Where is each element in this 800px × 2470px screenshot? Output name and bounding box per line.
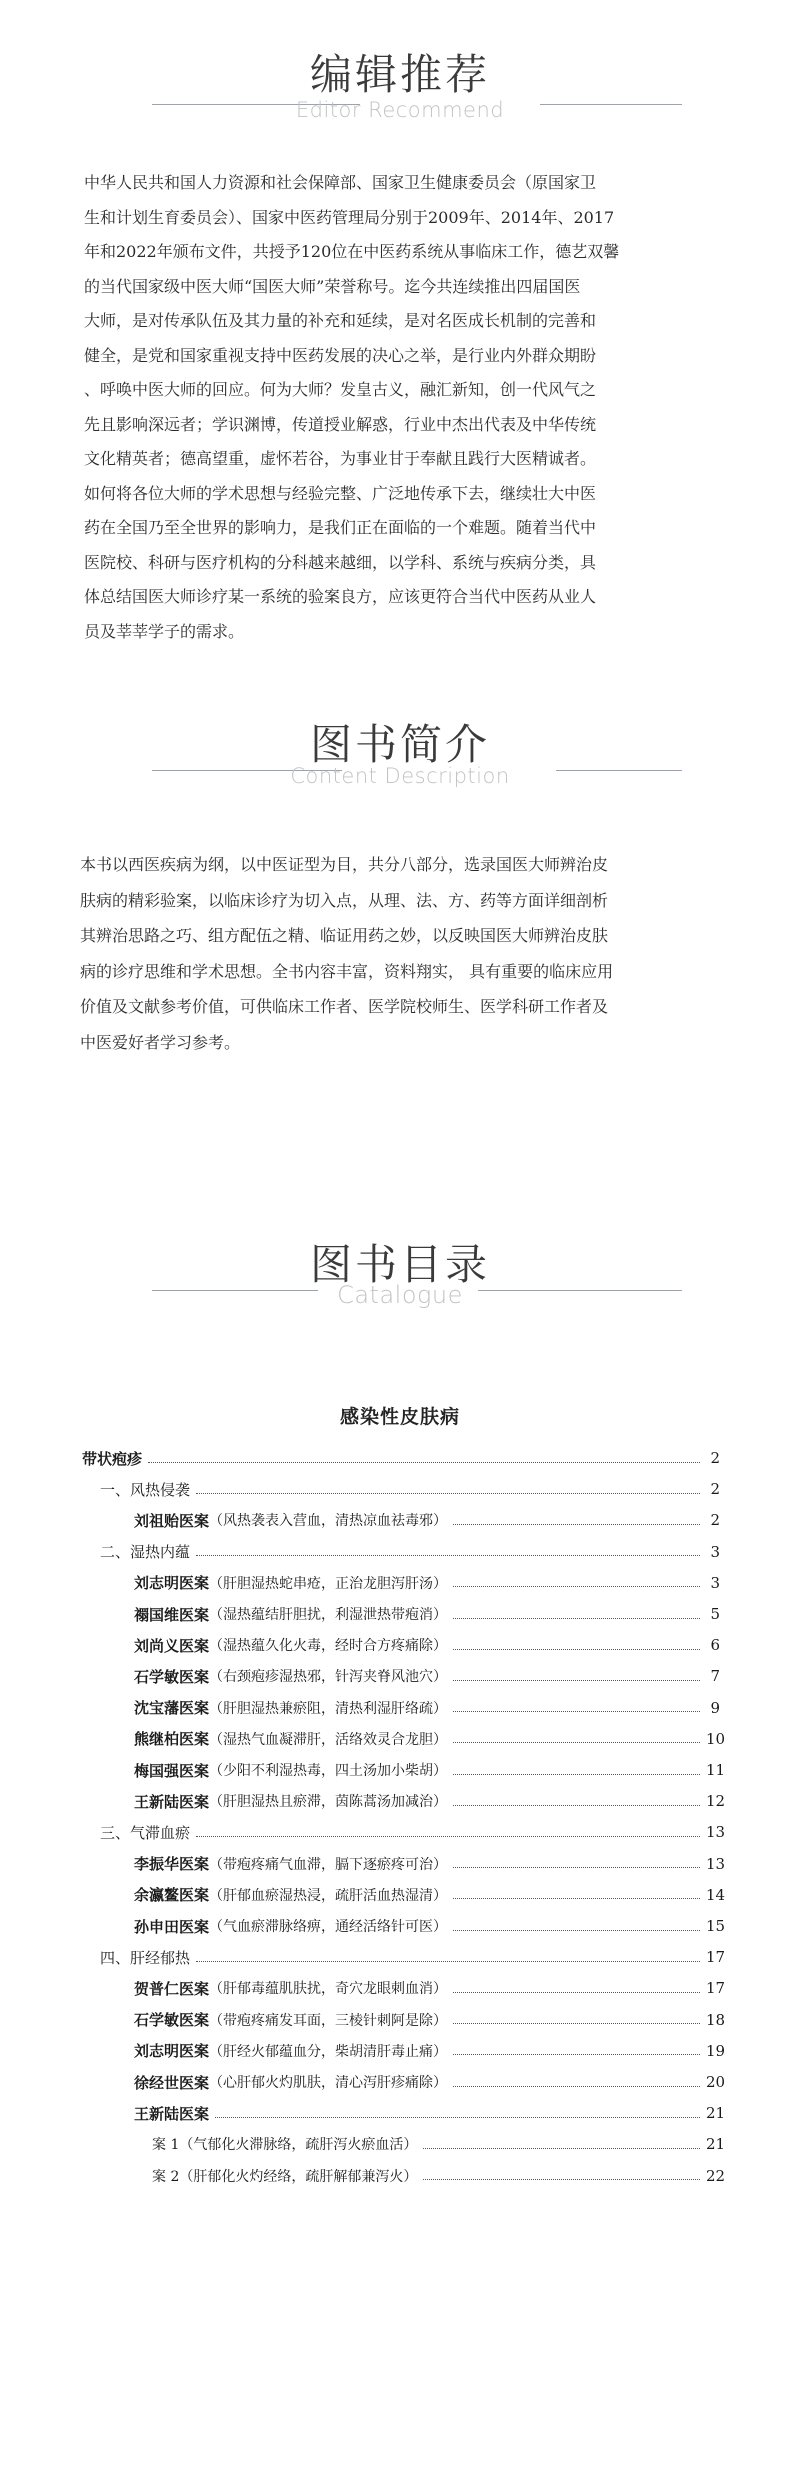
toc-entry-note: （少阳不利湿热毒，四土汤加小柴胡） xyxy=(209,1763,448,1779)
toc-entry-note: （右颈疱疹湿热邪，针泻夹脊风池穴） xyxy=(209,1669,448,1686)
toc-page-number: 2 xyxy=(710,1480,720,1499)
toc-entry-note: （肝郁血瘀湿热浸，疏肝活血热湿清） xyxy=(209,1887,448,1904)
toc-page-number: 18 xyxy=(706,2010,726,2029)
toc-entry-title: 案 2（肝郁化火灼经络，疏肝解郁兼泻火） xyxy=(152,2168,418,2185)
toc-entry-title: 孙申田医案 xyxy=(134,1917,210,1936)
toc-page-number: 22 xyxy=(706,2166,726,2185)
toc-leader-dots xyxy=(453,1742,700,1743)
section-title: 图书目录 xyxy=(309,1240,490,1289)
toc-leader-dots xyxy=(453,1867,700,1868)
paragraph-line: 中华人民共和国人力资源和社会保障部、国家卫生健康委员会（原国家卫 xyxy=(84,173,597,192)
toc-leader-dots xyxy=(196,1961,700,1962)
paragraph-line: 、呼唤中医大师的回应。何为大师？发皇古义，融汇新知，创一代风气之 xyxy=(84,380,597,399)
toc-page-number: 2 xyxy=(710,1511,720,1530)
toc-page-number: 7 xyxy=(710,1667,720,1686)
toc-leader-dots xyxy=(196,1836,700,1837)
paragraph-line: 先且影响深远者；学识渊博，传道授业解惑，行业中杰出代表及中华传统 xyxy=(84,414,597,434)
toc-page-number: 9 xyxy=(710,1698,720,1717)
paragraph-line: 的当代国家级中医大师“国医大师”荣誉称号。迄今共连续推出四届国医 xyxy=(84,276,581,296)
toc-entry xyxy=(134,1756,726,1784)
toc-entry-note: （带疱疼痛发耳面，三棱针刺阿是除） xyxy=(209,2012,448,2029)
toc-entry-note: （湿热蕴久化火毒，经时合方疼痛除） xyxy=(209,1638,448,1655)
toc-entry-title: 熊继柏医案 xyxy=(134,1730,210,1749)
toc-entry-title: 余瀛鳌医案 xyxy=(134,1886,210,1905)
paragraph-line: 中医爱好者学习参考。 xyxy=(80,1032,241,1052)
toc-entry xyxy=(134,1694,720,1722)
toc-leader-dots xyxy=(453,1930,700,1931)
toc-entry-title: 刘祖贻医案 xyxy=(134,1511,210,1530)
toc-leader-dots xyxy=(196,1555,700,1556)
toc-page-number: 3 xyxy=(710,1542,720,1561)
toc-leader-dots xyxy=(453,1898,700,1899)
toc-page-number: 5 xyxy=(710,1605,720,1623)
paragraph-line: 如何将各位大师的学术思想与经验完整、广泛地传承下去，继续壮大中医 xyxy=(84,483,597,503)
toc-entry-title: 禤国维医案 xyxy=(134,1605,210,1624)
toc-page-number: 21 xyxy=(706,2104,726,2123)
toc-page-number: 19 xyxy=(706,2041,726,2060)
toc-entry-title: 贺普仁医案 xyxy=(134,1979,210,1998)
toc-leader-dots xyxy=(453,2086,700,2087)
toc-entry-note: （风热袭表入营血，清热凉血祛毒邪） xyxy=(209,1513,448,1530)
toc-entry-title: 四、肝经郁热 xyxy=(100,1948,191,1967)
section-subtitle: Content Description xyxy=(290,764,510,788)
toc-entry-note: （心肝郁火灼肌肤，清心泻肝疹痛除） xyxy=(209,2075,448,2091)
toc-entry xyxy=(100,1818,726,1846)
toc-leader-dots xyxy=(453,1586,700,1587)
paragraph-line: 药在全国乃至全世界的影响力，是我们正在面临的一个难题。随着当代中 xyxy=(84,518,597,537)
toc-entry-note: （肝胆湿热蛇串疮，正治龙胆泻肝汤） xyxy=(209,1575,448,1592)
toc-entry-title: 李振华医案 xyxy=(134,1855,210,1874)
toc-page-number: 11 xyxy=(706,1761,726,1779)
paragraph-line: 生和计划生育委员会）、国家中医药管理局分别于2009年、2014年、2017 xyxy=(84,207,615,227)
section-title: 图书简介 xyxy=(309,720,490,769)
toc-entry-note: （肝郁毒蕴肌肤扰，奇穴龙眼刺血消） xyxy=(209,1981,448,1998)
toc-entry xyxy=(82,1444,720,1472)
toc-entry-title: 王新陆医案 xyxy=(134,2104,210,2123)
toc-entry xyxy=(152,2130,726,2158)
toc-entry-title: 沈宝藩医案 xyxy=(134,1699,210,1718)
paragraph-line: 医院校、科研与医疗机构的分科越来越细，以学科、系统与疾病分类，具 xyxy=(84,552,597,572)
toc-entry-title: 刘志明医案 xyxy=(134,1574,210,1593)
section-title: 编辑推荐 xyxy=(309,50,490,99)
paragraph-line: 健全，是党和国家重视支持中医药发展的决心之举，是行业内外群众期盼 xyxy=(84,345,597,365)
toc-entry xyxy=(100,1475,720,1503)
toc-entry-title: 王新陆医案 xyxy=(134,1792,210,1811)
toc-entry xyxy=(134,1912,726,1940)
toc-entry xyxy=(134,1662,720,1690)
section-subtitle: Editor Recommend xyxy=(295,98,505,122)
toc-entry-note: （湿热气血凝滞肝，活络效灵合龙胆） xyxy=(209,1731,448,1748)
paragraph-line: 病的诊疗思维和学术思想。全书内容丰富，资料翔实， 具有重要的临床应用 xyxy=(80,961,614,981)
toc-page-number: 13 xyxy=(706,1854,726,1873)
section-subtitle: Catalogue xyxy=(337,1281,463,1309)
toc-entry-title: 刘尚义医案 xyxy=(134,1636,210,1655)
toc-leader-dots xyxy=(148,1462,700,1463)
toc-page-number: 6 xyxy=(710,1636,720,1655)
toc-entry xyxy=(134,2006,726,2034)
toc-leader-dots xyxy=(453,1805,700,1806)
toc-entry xyxy=(134,2099,726,2127)
toc-page-number: 3 xyxy=(710,1573,720,1592)
toc-page-number: 10 xyxy=(706,1729,726,1748)
toc-entry-title: 刘志明医案 xyxy=(134,2042,210,2061)
content-description-text xyxy=(80,847,725,1060)
paragraph-line: 年和2022年颁布文件，共授予120位在中医药系统从事临床工作，德艺双馨 xyxy=(84,242,620,261)
toc-entry xyxy=(134,1506,720,1534)
toc-entry xyxy=(134,1881,726,1909)
toc-leader-dots xyxy=(453,2023,700,2024)
toc-entry-note: （肝胆湿热兼瘀阻，清热利湿肝络疏） xyxy=(209,1700,448,1717)
toc-leader-dots xyxy=(453,1649,700,1650)
toc-leader-dots xyxy=(423,2179,700,2180)
toc-page-number: 2 xyxy=(710,1449,720,1467)
toc-page-number: 20 xyxy=(706,2073,726,2091)
toc-entry-title: 梅国强医案 xyxy=(134,1761,210,1780)
toc-entry-note: （带疱疼痛气血滞，膈下逐瘀疼可治） xyxy=(209,1856,448,1873)
editor-recommend-text xyxy=(84,166,716,649)
toc-entry xyxy=(134,1600,720,1628)
toc-leader-dots xyxy=(453,1774,700,1775)
toc-page-number: 13 xyxy=(706,1823,726,1842)
toc-entry xyxy=(134,1787,726,1815)
paragraph-line: 肤病的精彩验案，以临床诊疗为切入点，从理、法、方、药等方面详细剖析 xyxy=(80,890,609,910)
paragraph-line: 员及莘莘学子的需求。 xyxy=(84,621,245,641)
toc-leader-dots xyxy=(453,1524,700,1525)
toc-leader-dots xyxy=(453,1618,700,1619)
toc-entry xyxy=(134,1569,720,1597)
catalogue-heading: 感染性皮肤病 xyxy=(339,1406,460,1428)
toc-entry xyxy=(134,2068,726,2096)
toc-entry-note: （肝胆湿热且瘀滞，茵陈蒿汤加减治） xyxy=(209,1794,448,1811)
toc-entry xyxy=(100,1943,726,1971)
toc-entry-title: 带状疱疹 xyxy=(82,1449,143,1468)
toc-entry-note: （湿热蕴结肝胆扰，利湿泄热带疱消） xyxy=(209,1607,448,1623)
toc-entry-title: 案 1（气郁化火滞脉络，疏肝泻火瘀血活） xyxy=(152,2137,418,2154)
toc-entry xyxy=(134,1850,726,1878)
toc-entry xyxy=(134,1725,726,1753)
toc-page-number: 14 xyxy=(706,1885,726,1904)
toc-page-number: 21 xyxy=(706,2135,726,2154)
toc-entry-title: 石学敏医案 xyxy=(134,2011,210,2030)
toc-leader-dots xyxy=(423,2148,700,2149)
toc-entry-title: 三、气滞血瘀 xyxy=(100,1823,191,1842)
toc-entry xyxy=(100,1538,720,1566)
toc-entry-note: （气血瘀滞脉络痹，通经活络针可医） xyxy=(209,1919,448,1935)
toc-entry xyxy=(134,1631,720,1659)
toc-leader-dots xyxy=(215,2117,700,2118)
paragraph-line: 其辨治思路之巧、组方配伍之精、临证用药之妙，以反映国医大师辨治皮肤 xyxy=(80,926,609,945)
toc-leader-dots xyxy=(453,1680,700,1681)
paragraph-line: 文化精英者；德高望重，虚怀若谷，为事业甘于奉献且践行大医精诚者。 xyxy=(84,449,597,468)
toc-entry-title: 徐经世医案 xyxy=(134,2073,210,2092)
paragraph-line: 价值及文献参考价值，可供临床工作者、医学院校师生、医学科研工作者及 xyxy=(80,997,609,1016)
toc-leader-dots xyxy=(453,1992,700,1993)
toc-entry xyxy=(134,2037,726,2065)
toc-page-number: 17 xyxy=(706,1948,726,1967)
toc-page-number: 15 xyxy=(706,1917,726,1935)
toc-leader-dots xyxy=(196,1493,700,1494)
toc-leader-dots xyxy=(453,2054,700,2055)
toc-page-number: 12 xyxy=(706,1792,726,1811)
toc-entry xyxy=(134,1974,726,2002)
paragraph-line: 本书以西医疾病为纲，以中医证型为目，共分八部分，选录国医大师辨治皮 xyxy=(80,855,609,874)
toc-entry-note: （肝经火郁蕴血分，柴胡清肝毒止痛） xyxy=(209,2043,448,2060)
toc-leader-dots xyxy=(453,1711,700,1712)
paragraph-line: 大师，是对传承队伍及其力量的补充和延续，是对名医成长机制的完善和 xyxy=(84,311,597,330)
toc-page-number: 17 xyxy=(706,1979,726,1998)
toc-entry-title: 一、风热侵袭 xyxy=(100,1480,191,1499)
toc-entry-title: 二、湿热内蕴 xyxy=(100,1543,191,1562)
toc-entry-title: 石学敏医案 xyxy=(134,1667,210,1686)
paragraph-line: 体总结国医大师诊疗某一系统的验案良方，应该更符合当代中医药从业人 xyxy=(84,587,597,606)
toc-entry xyxy=(152,2162,726,2190)
